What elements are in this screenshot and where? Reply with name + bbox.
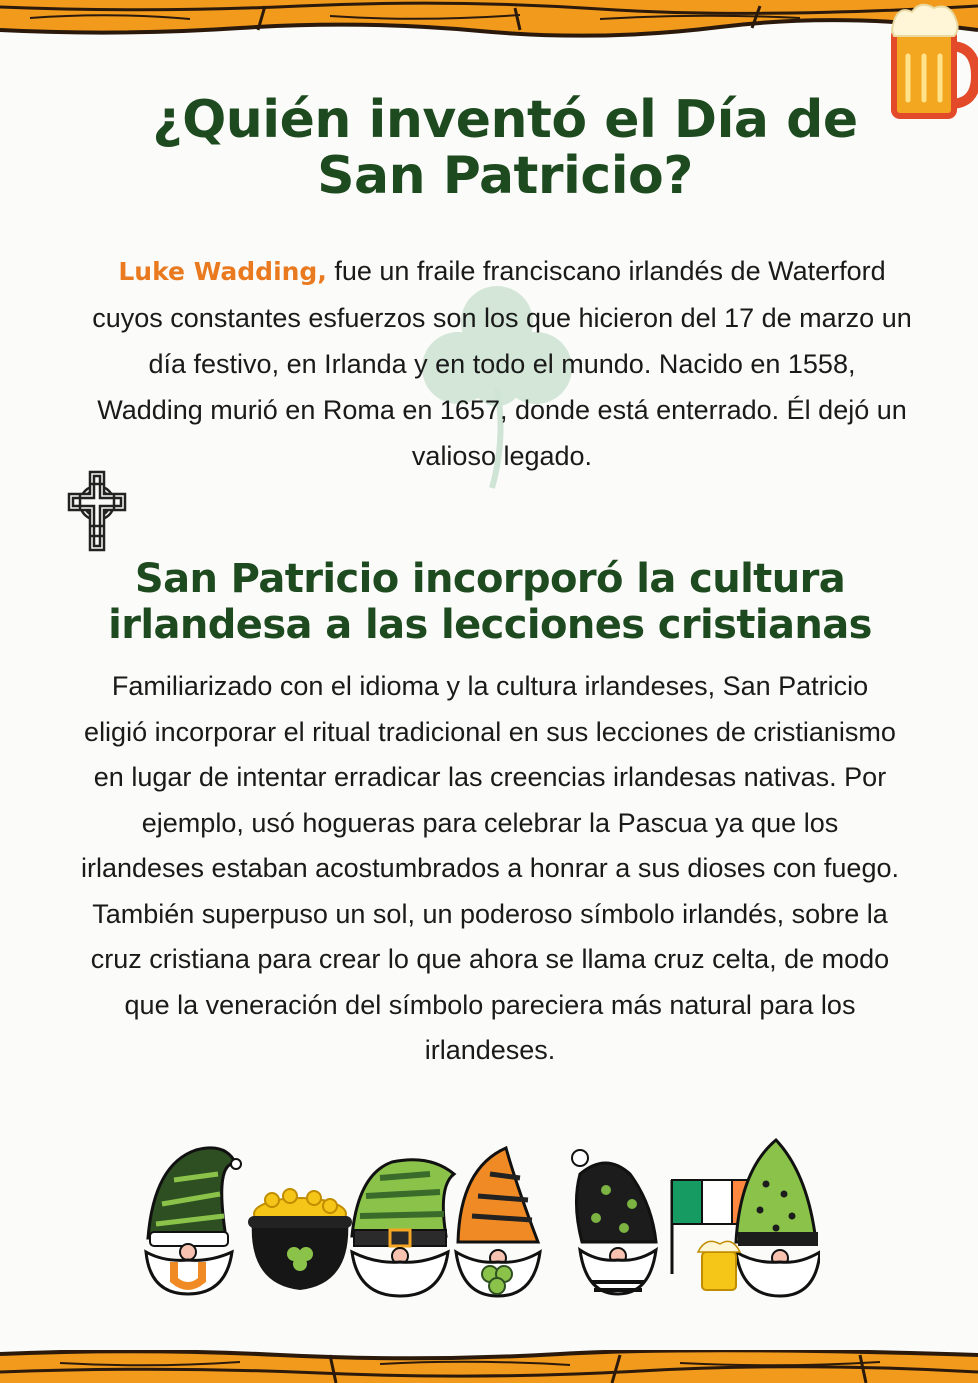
intro-paragraph [92,248,912,479]
highlight-name: Luke Wadding, [118,257,327,286]
gnome-icon [146,1148,241,1294]
intro-text: fue un fraile franciscano irlandés de Waterford cuyos constantes esfuerzos son los que hicieron del 17 de marzo un día festivo, en Irlanda y en todo el mundo. Nacido en 1558, Wadding murió en Roma en 1657, donde está enterrado. Él dejó un valioso legado. [92,256,912,471]
page-title: ¿Quién inventó el Día de San Patricio? [152,90,858,206]
section-heading: San Patricio incorporó la cultura irlandesa a las lecciones cristianas [108,556,872,648]
top-wood-border [0,0,978,40]
pot-of-gold-icon [248,1189,352,1290]
celtic-cross-icon [66,470,128,552]
gnome-row-illustration [140,1134,820,1304]
bottom-wood-border [0,1350,978,1383]
section-body: Familiarizado con el idioma y la cultura irlandeses, San Patricio eligió incorporar el ritual tradicional en sus lecciones de cristianismo en lugar de intentar erradicar las creencias irlandesas nativas. Por ejemplo, usó hogueras para celebrar la Pascua ya que los irlandeses estaban acostumbrados a honrar a sus dioses con fuego. También superpuso un sol, un poderoso símbolo irlandés, sobre la cruz cristiana para crear lo que ahora se llama cruz celta, de modo que la veneración del símbolo pareciera más natural para los irlandeses. [80,671,899,1065]
